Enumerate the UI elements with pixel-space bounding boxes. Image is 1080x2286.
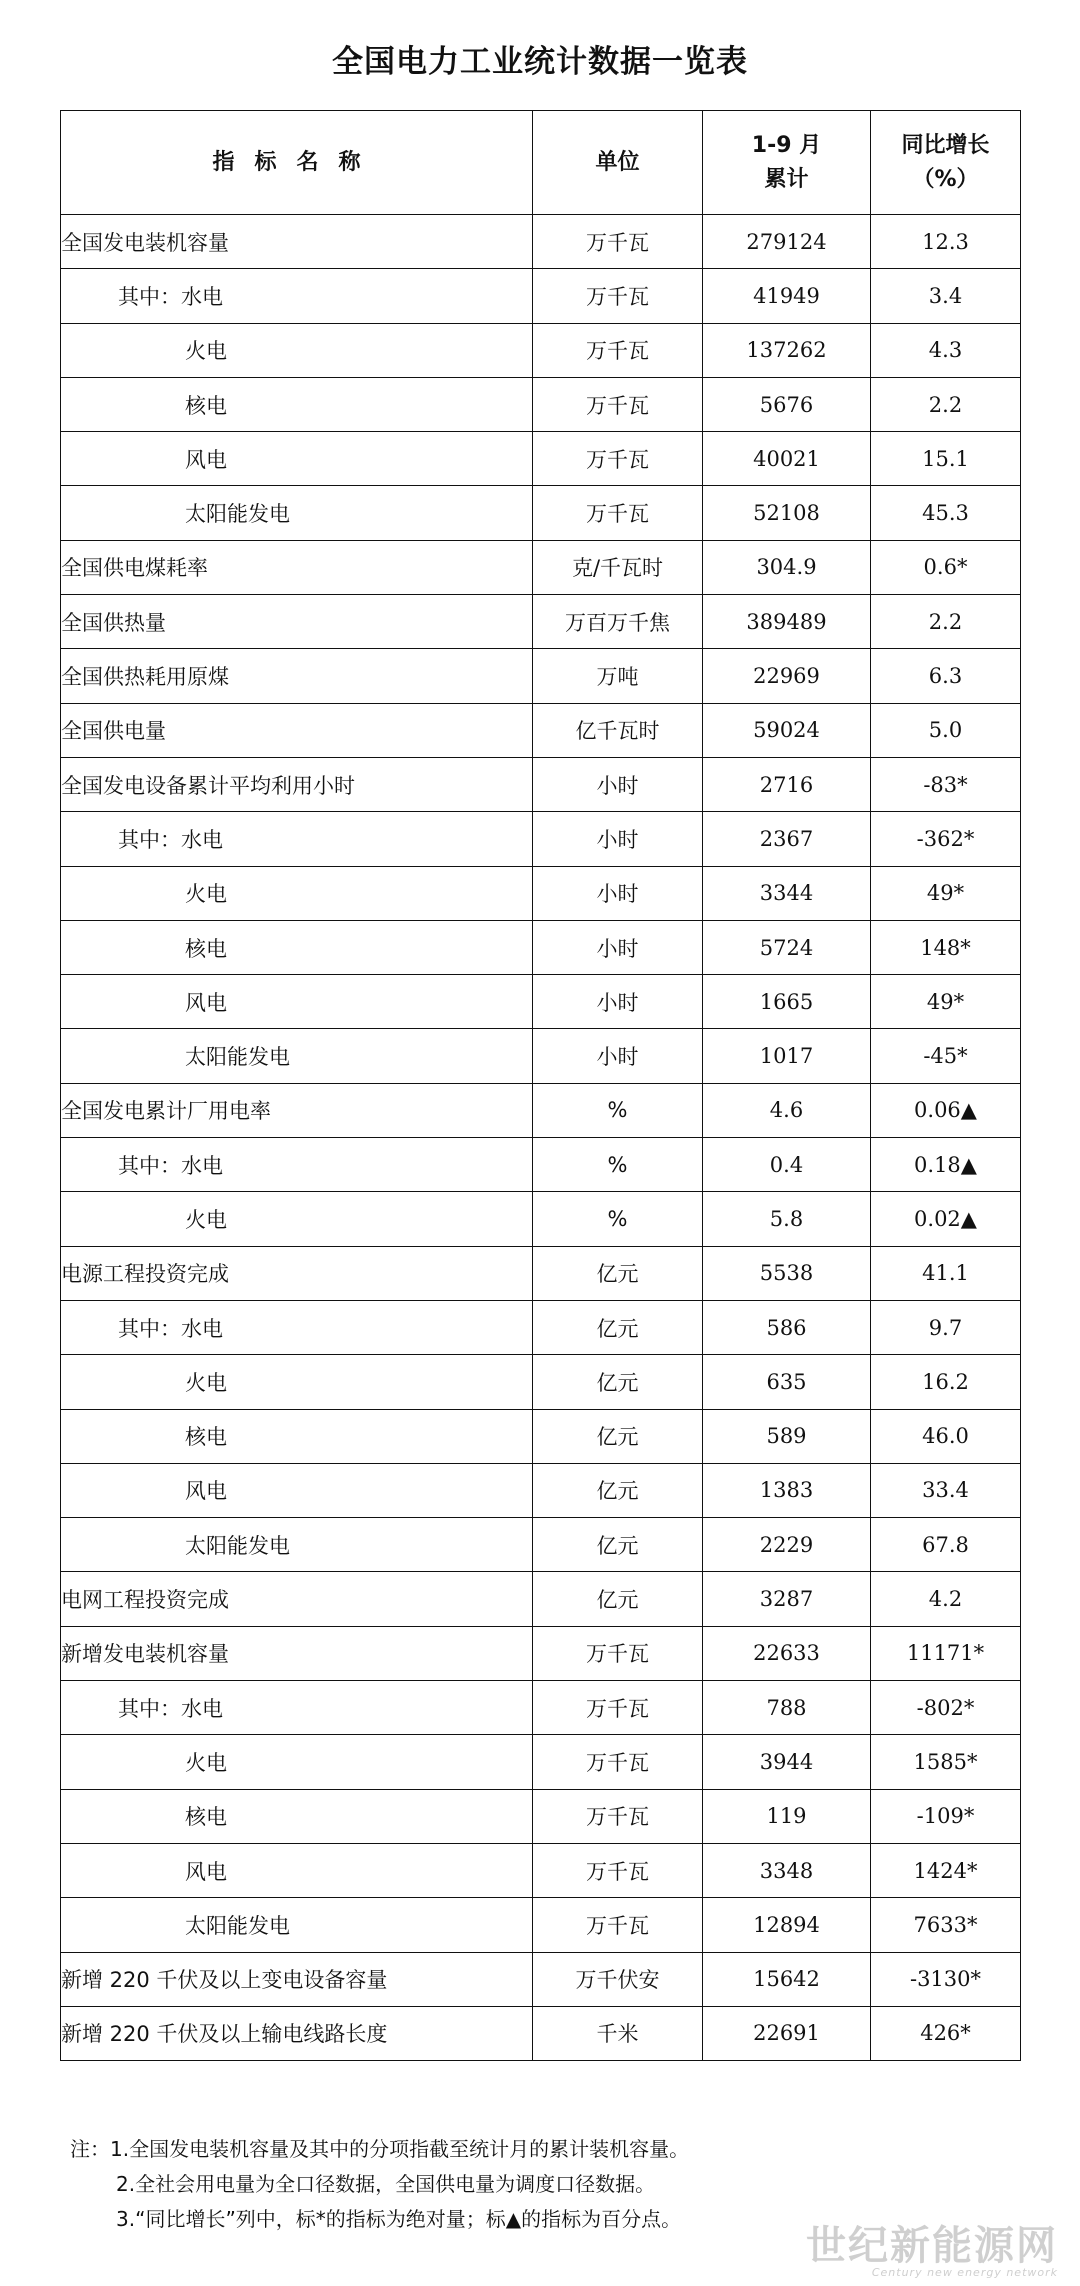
cumulative-value-cell: 3944 bbox=[703, 1735, 871, 1789]
cumulative-value-cell: 586 bbox=[703, 1300, 871, 1354]
unit-cell: 万千伏安 bbox=[533, 1952, 703, 2006]
growth-cell: 11171* bbox=[871, 1626, 1021, 1680]
table-row bbox=[61, 1681, 1021, 1735]
cumulative-value-cell: 15642 bbox=[703, 1952, 871, 2006]
unit-cell: 万千瓦 bbox=[533, 1735, 703, 1789]
unit-cell: 万千瓦 bbox=[533, 323, 703, 377]
indicator-name-cell: 全国供电量 bbox=[61, 703, 533, 757]
unit-cell: 万千瓦 bbox=[533, 432, 703, 486]
footnote-lead: 注： bbox=[70, 2137, 110, 2161]
growth-cell: 46.0 bbox=[871, 1409, 1021, 1463]
cumulative-value-cell: 40021 bbox=[703, 432, 871, 486]
growth-cell: 16.2 bbox=[871, 1355, 1021, 1409]
cumulative-value-cell: 1383 bbox=[703, 1463, 871, 1517]
growth-cell: 2.2 bbox=[871, 595, 1021, 649]
table-row bbox=[61, 269, 1021, 323]
indicator-name-cell: 火电 bbox=[61, 1355, 533, 1409]
growth-cell: -83* bbox=[871, 757, 1021, 811]
unit-cell: 亿元 bbox=[533, 1355, 703, 1409]
growth-cell: 12.3 bbox=[871, 215, 1021, 269]
unit-cell: 亿元 bbox=[533, 1572, 703, 1626]
indicator-name-cell: 其中：水电 bbox=[61, 1300, 533, 1354]
table-body bbox=[61, 215, 1021, 2061]
footnote-2 bbox=[70, 2167, 970, 2202]
unit-cell: 小时 bbox=[533, 1029, 703, 1083]
unit-cell: % bbox=[533, 1138, 703, 1192]
table-row bbox=[61, 1952, 1021, 2006]
table-row bbox=[61, 1572, 1021, 1626]
cumulative-value-cell: 52108 bbox=[703, 486, 871, 540]
unit-cell: 小时 bbox=[533, 812, 703, 866]
footnote-text: 2.全社会用电量为全口径数据，全国供电量为调度口径数据。 bbox=[116, 2172, 656, 2196]
unit-cell: 亿元 bbox=[533, 1409, 703, 1463]
table-row bbox=[61, 703, 1021, 757]
unit-cell: 万千瓦 bbox=[533, 1789, 703, 1843]
growth-cell: 5.0 bbox=[871, 703, 1021, 757]
growth-cell: 45.3 bbox=[871, 486, 1021, 540]
table-row bbox=[61, 1789, 1021, 1843]
table-row bbox=[61, 1192, 1021, 1246]
header-unit: 单位 bbox=[533, 111, 703, 215]
growth-cell: -45* bbox=[871, 1029, 1021, 1083]
table-row bbox=[61, 1300, 1021, 1354]
unit-cell: 万千瓦 bbox=[533, 377, 703, 431]
unit-cell: 亿元 bbox=[533, 1246, 703, 1300]
growth-cell: 0.02▲ bbox=[871, 1192, 1021, 1246]
cumulative-value-cell: 1665 bbox=[703, 975, 871, 1029]
cumulative-value-cell: 12894 bbox=[703, 1898, 871, 1952]
growth-cell: 49* bbox=[871, 975, 1021, 1029]
growth-cell: -362* bbox=[871, 812, 1021, 866]
table-row bbox=[61, 1246, 1021, 1300]
table-row bbox=[61, 1626, 1021, 1680]
indicator-name-cell: 电网工程投资完成 bbox=[61, 1572, 533, 1626]
indicator-name-cell: 其中：水电 bbox=[61, 1681, 533, 1735]
growth-cell: -3130* bbox=[871, 1952, 1021, 2006]
header-growth bbox=[871, 111, 1021, 215]
table-row bbox=[61, 215, 1021, 269]
footnotes bbox=[70, 2132, 970, 2237]
unit-cell: 万千瓦 bbox=[533, 1626, 703, 1680]
unit-cell: 亿元 bbox=[533, 1518, 703, 1572]
cumulative-value-cell: 2367 bbox=[703, 812, 871, 866]
unit-cell: 万千瓦 bbox=[533, 1898, 703, 1952]
cumulative-value-cell: 22969 bbox=[703, 649, 871, 703]
indicator-name-cell: 风电 bbox=[61, 432, 533, 486]
table-row bbox=[61, 1735, 1021, 1789]
cumulative-value-cell: 304.9 bbox=[703, 540, 871, 594]
growth-cell: 6.3 bbox=[871, 649, 1021, 703]
footnote-1 bbox=[70, 2132, 970, 2167]
table-row bbox=[61, 1029, 1021, 1083]
page-title: 全国电力工业统计数据一览表 bbox=[332, 44, 748, 80]
table-row bbox=[61, 323, 1021, 377]
unit-cell: 亿千瓦时 bbox=[533, 703, 703, 757]
growth-cell: 9.7 bbox=[871, 1300, 1021, 1354]
unit-cell: 亿元 bbox=[533, 1463, 703, 1517]
cumulative-value-cell: 2716 bbox=[703, 757, 871, 811]
cumulative-value-cell: 788 bbox=[703, 1681, 871, 1735]
header-cumulative-line2: 累计 bbox=[764, 166, 809, 192]
cumulative-value-cell: 389489 bbox=[703, 595, 871, 649]
indicator-name-cell: 全国供热量 bbox=[61, 595, 533, 649]
cumulative-value-cell: 3287 bbox=[703, 1572, 871, 1626]
growth-cell: -802* bbox=[871, 1681, 1021, 1735]
growth-cell: 1585* bbox=[871, 1735, 1021, 1789]
cumulative-value-cell: 5676 bbox=[703, 377, 871, 431]
cumulative-value-cell: 59024 bbox=[703, 703, 871, 757]
table-header-row bbox=[61, 111, 1021, 215]
indicator-name-cell: 新增 220 千伏及以上输电线路长度 bbox=[61, 2006, 533, 2060]
indicator-name-cell: 核电 bbox=[61, 920, 533, 974]
indicator-name-cell: 风电 bbox=[61, 1843, 533, 1897]
cumulative-value-cell: 2229 bbox=[703, 1518, 871, 1572]
unit-cell: 万千瓦 bbox=[533, 269, 703, 323]
growth-cell: -109* bbox=[871, 1789, 1021, 1843]
indicator-name-cell: 太阳能发电 bbox=[61, 1898, 533, 1952]
indicator-name-cell: 核电 bbox=[61, 377, 533, 431]
table-row bbox=[61, 432, 1021, 486]
table-row bbox=[61, 1138, 1021, 1192]
unit-cell: % bbox=[533, 1083, 703, 1137]
indicator-name-cell: 电源工程投资完成 bbox=[61, 1246, 533, 1300]
growth-cell: 33.4 bbox=[871, 1463, 1021, 1517]
table-row bbox=[61, 377, 1021, 431]
header-indicator-name: 指标名称 bbox=[61, 111, 533, 215]
growth-cell: 0.06▲ bbox=[871, 1083, 1021, 1137]
indicator-name-cell: 太阳能发电 bbox=[61, 1518, 533, 1572]
table-row bbox=[61, 595, 1021, 649]
unit-cell: 小时 bbox=[533, 757, 703, 811]
table-row bbox=[61, 1355, 1021, 1409]
growth-cell: 2.2 bbox=[871, 377, 1021, 431]
indicator-name-cell: 全国发电装机容量 bbox=[61, 215, 533, 269]
header-growth-line2: （%） bbox=[912, 166, 979, 192]
cumulative-value-cell: 5.8 bbox=[703, 1192, 871, 1246]
growth-cell: 148* bbox=[871, 920, 1021, 974]
cumulative-value-cell: 3348 bbox=[703, 1843, 871, 1897]
table-row bbox=[61, 1463, 1021, 1517]
indicator-name-cell: 全国发电累计厂用电率 bbox=[61, 1083, 533, 1137]
table-row bbox=[61, 812, 1021, 866]
footnote-text: 1.全国发电装机容量及其中的分项指截至统计月的累计装机容量。 bbox=[110, 2137, 690, 2161]
indicator-name-cell: 风电 bbox=[61, 975, 533, 1029]
unit-cell: 千米 bbox=[533, 2006, 703, 2060]
table-row bbox=[61, 920, 1021, 974]
watermark-logo-text: 世纪新能源网 bbox=[806, 2223, 1058, 2269]
table-row bbox=[61, 866, 1021, 920]
growth-cell: 41.1 bbox=[871, 1246, 1021, 1300]
table-row bbox=[61, 1083, 1021, 1137]
indicator-name-cell: 全国发电设备累计平均利用小时 bbox=[61, 757, 533, 811]
cumulative-value-cell: 635 bbox=[703, 1355, 871, 1409]
indicator-name-cell: 新增发电装机容量 bbox=[61, 1626, 533, 1680]
indicator-name-cell: 核电 bbox=[61, 1409, 533, 1463]
table-row bbox=[61, 649, 1021, 703]
indicator-name-cell: 火电 bbox=[61, 866, 533, 920]
growth-cell: 49* bbox=[871, 866, 1021, 920]
cumulative-value-cell: 4.6 bbox=[703, 1083, 871, 1137]
table-row bbox=[61, 540, 1021, 594]
unit-cell: 万千瓦 bbox=[533, 1843, 703, 1897]
header-growth-line1: 同比增长 bbox=[901, 132, 990, 158]
table-row bbox=[61, 486, 1021, 540]
cumulative-value-cell: 119 bbox=[703, 1789, 871, 1843]
table-row bbox=[61, 1843, 1021, 1897]
growth-cell: 4.3 bbox=[871, 323, 1021, 377]
indicator-name-cell: 风电 bbox=[61, 1463, 533, 1517]
watermark bbox=[806, 2223, 1058, 2279]
growth-cell: 0.18▲ bbox=[871, 1138, 1021, 1192]
indicator-name-cell: 全国供热耗用原煤 bbox=[61, 649, 533, 703]
growth-cell: 1424* bbox=[871, 1843, 1021, 1897]
cumulative-value-cell: 41949 bbox=[703, 269, 871, 323]
unit-cell: 万吨 bbox=[533, 649, 703, 703]
indicator-name-cell: 太阳能发电 bbox=[61, 1029, 533, 1083]
header-cumulative-line1: 1-9 月 bbox=[751, 132, 822, 158]
header-cumulative bbox=[703, 111, 871, 215]
unit-cell: 万百万千焦 bbox=[533, 595, 703, 649]
indicator-name-cell: 新增 220 千伏及以上变电设备容量 bbox=[61, 1952, 533, 2006]
table-row bbox=[61, 2006, 1021, 2060]
indicator-name-cell: 火电 bbox=[61, 1192, 533, 1246]
table-row bbox=[61, 1518, 1021, 1572]
cumulative-value-cell: 1017 bbox=[703, 1029, 871, 1083]
cumulative-value-cell: 22691 bbox=[703, 2006, 871, 2060]
unit-cell: 小时 bbox=[533, 866, 703, 920]
footnote-text: 3.“同比增长”列中，标*的指标为绝对量；标▲的指标为百分点。 bbox=[116, 2207, 682, 2231]
cumulative-value-cell: 3344 bbox=[703, 866, 871, 920]
indicator-name-cell: 火电 bbox=[61, 1735, 533, 1789]
table-row bbox=[61, 975, 1021, 1029]
indicator-name-cell: 全国供电煤耗率 bbox=[61, 540, 533, 594]
unit-cell: 小时 bbox=[533, 975, 703, 1029]
cumulative-value-cell: 589 bbox=[703, 1409, 871, 1463]
indicator-name-cell: 核电 bbox=[61, 1789, 533, 1843]
growth-cell: 7633* bbox=[871, 1898, 1021, 1952]
watermark-subtitle: Century new energy network bbox=[871, 2266, 1058, 2279]
unit-cell: % bbox=[533, 1192, 703, 1246]
stats-table bbox=[60, 110, 1021, 2061]
indicator-name-cell: 火电 bbox=[61, 323, 533, 377]
growth-cell: 15.1 bbox=[871, 432, 1021, 486]
indicator-name-cell: 其中：水电 bbox=[61, 1138, 533, 1192]
cumulative-value-cell: 5538 bbox=[703, 1246, 871, 1300]
table-row bbox=[61, 757, 1021, 811]
growth-cell: 67.8 bbox=[871, 1518, 1021, 1572]
unit-cell: 万千瓦 bbox=[533, 1681, 703, 1735]
growth-cell: 0.6* bbox=[871, 540, 1021, 594]
indicator-name-cell: 其中：水电 bbox=[61, 812, 533, 866]
unit-cell: 万千瓦 bbox=[533, 486, 703, 540]
growth-cell: 426* bbox=[871, 2006, 1021, 2060]
growth-cell: 3.4 bbox=[871, 269, 1021, 323]
unit-cell: 克/千瓦时 bbox=[533, 540, 703, 594]
growth-cell: 4.2 bbox=[871, 1572, 1021, 1626]
table-row bbox=[61, 1409, 1021, 1463]
cumulative-value-cell: 5724 bbox=[703, 920, 871, 974]
indicator-name-cell: 太阳能发电 bbox=[61, 486, 533, 540]
cumulative-value-cell: 137262 bbox=[703, 323, 871, 377]
indicator-name-cell: 其中：水电 bbox=[61, 269, 533, 323]
table-row bbox=[61, 1898, 1021, 1952]
unit-cell: 亿元 bbox=[533, 1300, 703, 1354]
cumulative-value-cell: 279124 bbox=[703, 215, 871, 269]
cumulative-value-cell: 0.4 bbox=[703, 1138, 871, 1192]
unit-cell: 小时 bbox=[533, 920, 703, 974]
unit-cell: 万千瓦 bbox=[533, 215, 703, 269]
cumulative-value-cell: 22633 bbox=[703, 1626, 871, 1680]
